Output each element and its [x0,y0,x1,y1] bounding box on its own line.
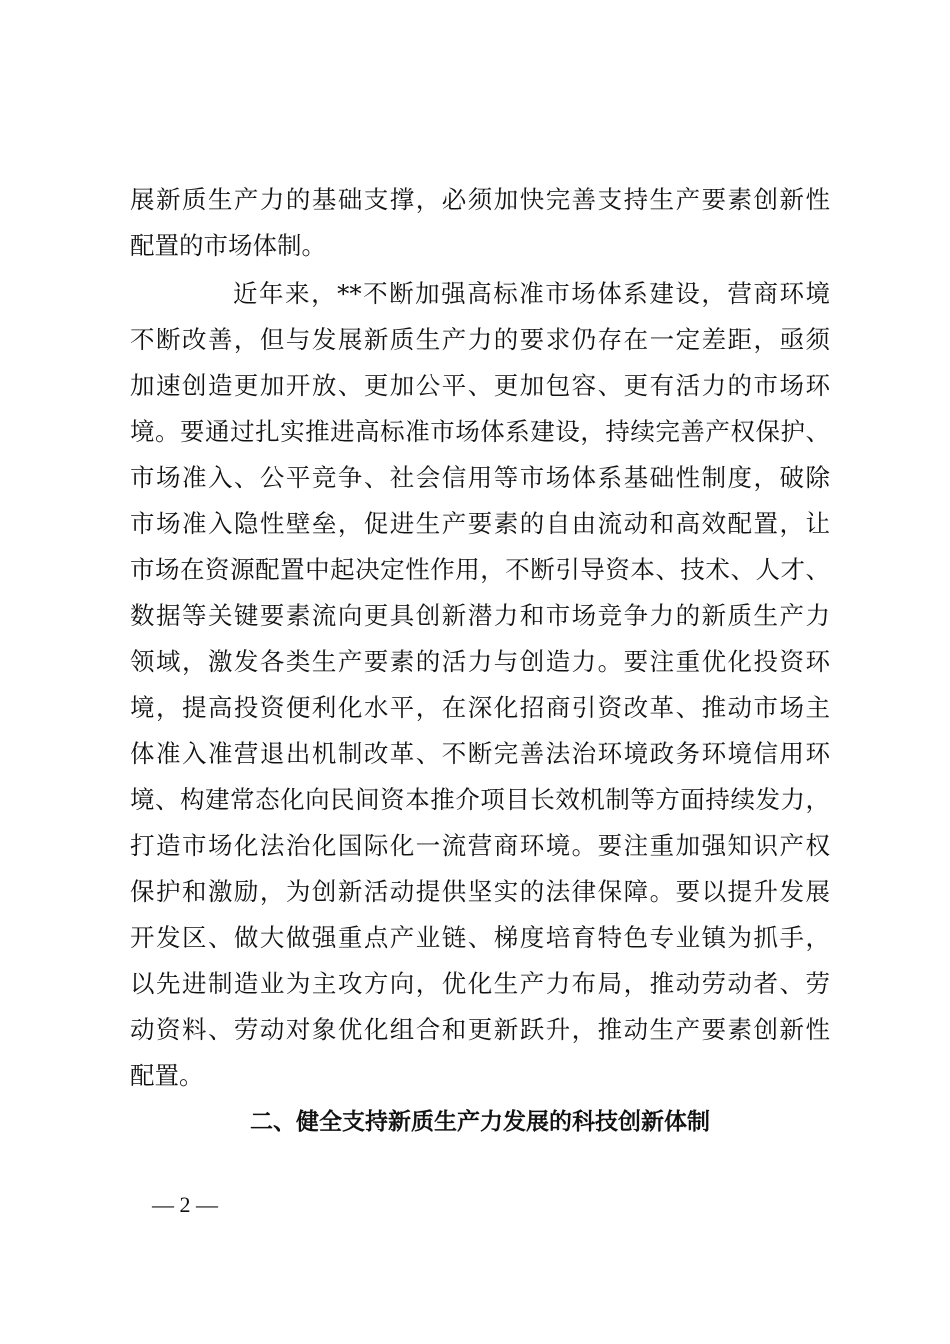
paragraph-line: 开发区、做大做强重点产业链、梯度培育特色专业镇为抓手， [130,923,830,952]
paragraph-line: 以先进制造业为主攻方向，优化生产力布局，推动劳动者、劳 [130,969,830,998]
section-heading: 二、健全支持新质生产力发展的科技创新体制 [250,1109,710,1135]
paragraph-line: 市场在资源配置中起决定性作用，不断引导资本、技术、人才、 [130,555,830,584]
paragraph-line: 近年来，**不断加强高标准市场体系建设，营商环境 [233,279,830,308]
paragraph-line: 数据等关键要素流向更具创新潜力和市场竞争力的新质生产力 [130,601,830,630]
paragraph-line: 境，提高投资便利化水平，在深化招商引资改革、推动市场主 [130,693,830,722]
paragraph-line: 不断改善，但与发展新质生产力的要求仍存在一定差距，亟须 [130,325,830,354]
paragraph-line: 体准入准营退出机制改革、不断完善法治环境政务环境信用环 [130,739,830,768]
paragraph-line: 动资料、劳动对象优化组合和更新跃升，推动生产要素创新性 [130,1015,830,1044]
paragraph-line: 市场准入、公平竞争、社会信用等市场体系基础性制度，破除 [130,463,830,492]
paragraph-line: 市场准入隐性壁垒，促进生产要素的自由流动和高效配置，让 [130,509,830,538]
paragraph-line: 打造市场化法治化国际化一流营商环境。要注重加强知识产权 [130,831,830,860]
paragraph-line: 领域，激发各类生产要素的活力与创造力。要注重优化投资环 [130,647,830,676]
paragraph-line: 配置。 [130,1061,204,1090]
paragraph-line: 境、构建常态化向民间资本推介项目长效机制等方面持续发力， [130,785,830,814]
page-number: — 2 — [152,1192,218,1217]
paragraph-line: 加速创造更加开放、更加公平、更加包容、更有活力的市场环 [130,371,830,400]
paragraph-line: 展新质生产力的基础支撑，必须加快完善支持生产要素创新性 [130,185,830,214]
paragraph-line: 配置的市场体制。 [130,231,326,260]
paragraph-line: 保护和激励，为创新活动提供坚实的法律保障。要以提升发展 [130,877,830,906]
paragraph-line: 境。要通过扎实推进高标准市场体系建设，持续完善产权保护、 [130,417,830,446]
